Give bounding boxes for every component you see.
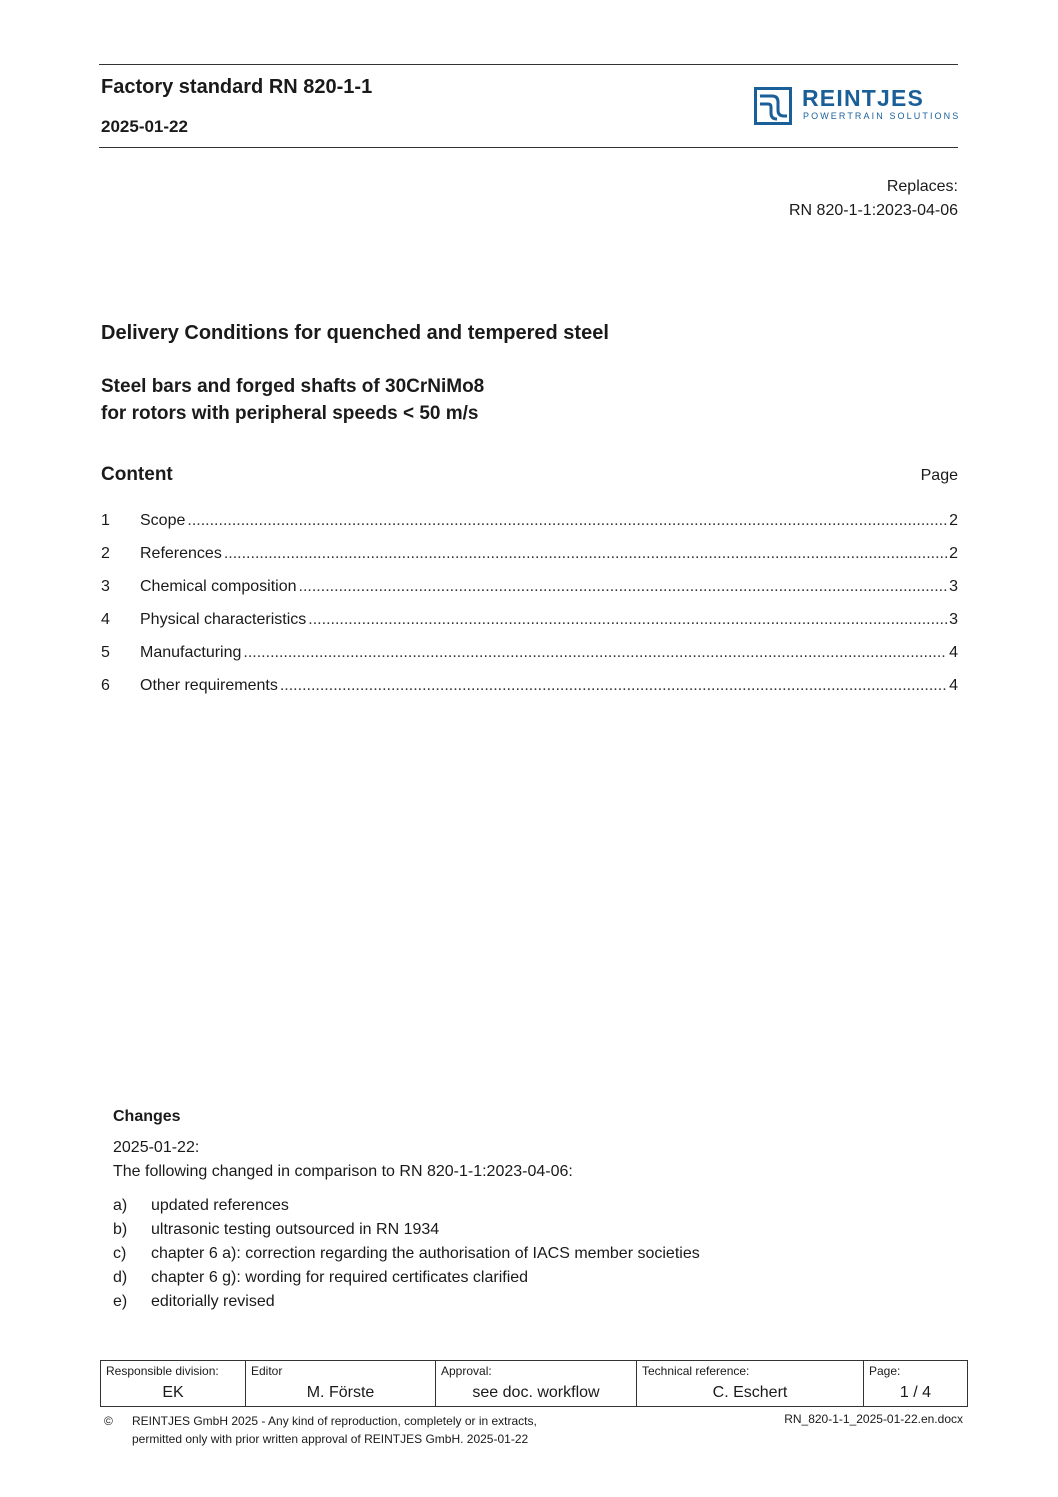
footer-cell-value: 1 / 4 [899,1384,932,1401]
copyright-notice [104,1412,537,1448]
footer-cell-label: Editor [251,1364,283,1378]
toc-entry-label: Chemical composition [140,578,297,595]
toc-entry-number: 5 [101,644,110,661]
toc-leader-dots [280,677,947,695]
toc-entry-chemical-composition[interactable] [101,578,958,611]
toc-entry-number: 2 [101,545,110,562]
toc-leader-dots [299,578,948,596]
footer-cell-value: EK [162,1384,184,1401]
reintjes-logo [754,87,960,125]
replaces-block [789,175,958,223]
replaces-label: Replaces: [886,178,958,195]
changes-title: Changes [113,1108,181,1125]
list-item [113,1218,973,1242]
toc-entry-references[interactable] [101,545,958,578]
toc-entry-number: 3 [101,578,110,595]
header-bottom-rule [99,147,958,148]
header-top-rule [99,64,958,65]
toc-page-heading: Page [920,467,958,484]
toc-entry-other-requirements[interactable] [101,677,958,710]
footer-cell-label: Responsible division: [106,1364,219,1378]
footer-cell-value: see doc. workflow [472,1384,600,1401]
document-subtitle-line2: for rotors with peripheral speeds < 50 m/s [101,403,479,424]
list-item-text: editorially revised [151,1293,275,1310]
toc-entry-label: Scope [140,512,186,529]
footer-cell-label: Technical reference: [642,1364,750,1378]
toc-leader-dots [308,611,947,629]
toc-entry-page: 3 [949,611,958,628]
list-item-text: ultrasonic testing outsourced in RN 1934 [151,1221,440,1238]
footer-cell-technical-reference [637,1361,864,1406]
document-subtitle-line1: Steel bars and forged shafts of 30CrNiMo8 [101,376,485,397]
copyright-line2: permitted only with prior written approval of REINTJES GmbH. 2025-01-22 [132,1432,529,1446]
toc-entry-number: 4 [101,611,110,628]
toc-entry-scope[interactable] [101,512,958,545]
changes-date: 2025-01-22: [113,1139,200,1156]
toc-entry-label: Manufacturing [140,644,242,661]
document-title: Delivery Conditions for quenched and tempered steel [101,322,609,344]
replaces-value: RN 820-1-1:2023-04-06 [789,202,958,219]
document-subtitle [101,373,484,427]
toc-leader-dots [243,644,947,662]
list-item [113,1266,973,1290]
footer-cell-editor [246,1361,436,1406]
footer-cell-division [101,1361,246,1406]
list-item-letter: c) [113,1245,127,1262]
header-date: 2025-01-22 [101,117,188,136]
toc-entry-page: 2 [949,512,958,529]
list-item-text: chapter 6 g): wording for required certificates clarified [151,1269,529,1286]
list-item-letter: a) [113,1197,128,1214]
toc-entry-page: 4 [949,644,958,661]
copyright-icon: © [104,1414,113,1428]
footer-cell-approval [436,1361,637,1406]
footer-cell-value: C. Eschert [712,1384,788,1401]
toc-entry-physical-characteristics[interactable] [101,611,958,644]
changes-intro: The following changed in comparison to RN 820-1-1:2023-04-06: [113,1163,573,1180]
toc-entry-number: 1 [101,512,110,529]
toc-entry-page: 3 [949,578,958,595]
toc-entry-label: Physical characteristics [140,611,307,628]
document-filename: RN_820-1-1_2025-01-22.en.docx [784,1412,963,1426]
list-item-letter: d) [113,1269,128,1286]
changes-section [113,1108,973,1314]
reintjes-logo-icon [754,87,792,125]
toc-entry-label: References [140,545,222,562]
footer-cell-value: M. Förste [306,1384,375,1401]
toc-entry-manufacturing[interactable] [101,644,958,677]
toc-leader-dots [224,545,947,563]
changes-list [113,1194,973,1314]
toc-entry-page: 4 [949,677,958,694]
logo-tagline: POWERTRAIN SOLUTIONS [803,111,961,121]
list-item [113,1290,973,1314]
toc-entry-label: Other requirements [140,677,278,694]
toc-entry-page: 2 [949,545,958,562]
footer-cell-label: Page: [869,1364,901,1378]
list-item-text: chapter 6 a): correction regarding the authorisation of IACS member societies [151,1245,700,1262]
list-item-letter: b) [113,1221,128,1238]
list-item [113,1194,973,1218]
list-item [113,1242,973,1266]
table-of-contents [101,512,958,710]
footer-info-table [100,1360,968,1407]
footer-cell-label: Approval: [441,1364,492,1378]
toc-entry-number: 6 [101,677,110,694]
copyright-line1: REINTJES GmbH 2025 - Any kind of reproduction, completely or in extracts, [132,1414,537,1428]
header-title: Factory standard RN 820-1-1 [101,76,373,98]
toc-leader-dots [187,512,947,530]
logo-wordmark: REINTJES [802,85,925,111]
list-item-letter: e) [113,1293,128,1310]
toc-heading: Content [101,464,173,485]
list-item-text: updated references [151,1197,289,1214]
footer-cell-page [864,1361,967,1406]
